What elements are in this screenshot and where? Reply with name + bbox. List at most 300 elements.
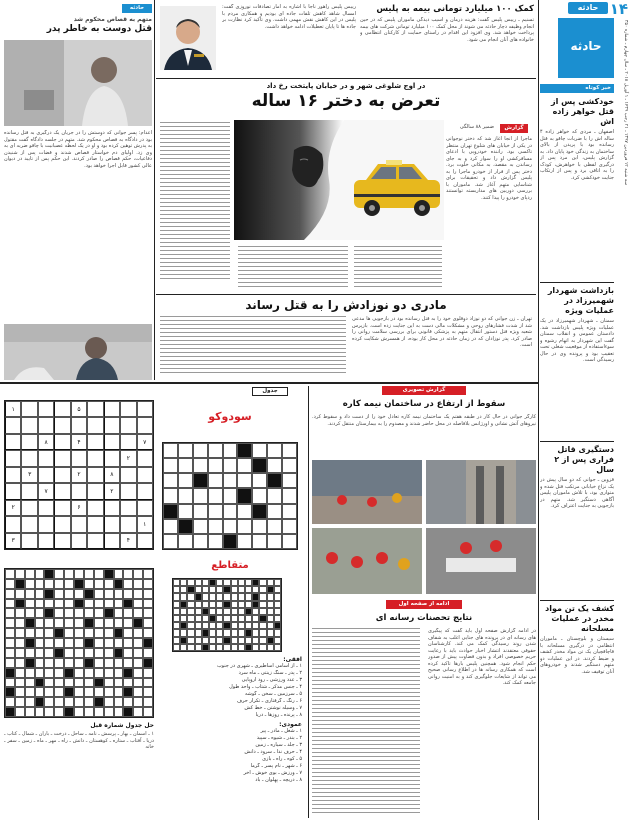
crossword-cell[interactable]: [173, 637, 180, 644]
crossword-cell[interactable]: [259, 644, 266, 651]
crossword-cell[interactable]: [84, 589, 94, 599]
crossword-cell[interactable]: [64, 599, 74, 609]
sudoku-cell[interactable]: [87, 483, 103, 499]
sudoku-cell[interactable]: [137, 533, 153, 549]
crossword-cell[interactable]: [202, 644, 209, 651]
sudoku-cell[interactable]: [223, 488, 238, 503]
crossword-cell[interactable]: [114, 589, 124, 599]
sudoku-cell[interactable]: [163, 473, 178, 488]
crossword-cell[interactable]: [133, 687, 143, 697]
crossword-cell[interactable]: [252, 644, 259, 651]
crossword-cell[interactable]: [94, 687, 104, 697]
crossword-cell[interactable]: [104, 678, 114, 688]
sudoku-cell[interactable]: [87, 434, 103, 450]
crossword-cell[interactable]: [123, 687, 133, 697]
crossword-cell[interactable]: [252, 608, 259, 615]
crossword-cell[interactable]: [54, 678, 64, 688]
crossword-cell[interactable]: [209, 601, 216, 608]
crossword-cell[interactable]: [133, 599, 143, 609]
sudoku-cell[interactable]: ۵: [71, 401, 87, 417]
crossword-cell[interactable]: [64, 579, 74, 589]
crossword-cell[interactable]: [123, 599, 133, 609]
crossword-cell[interactable]: [187, 608, 194, 615]
sudoku-cell[interactable]: [223, 519, 238, 534]
crossword-cell[interactable]: [238, 622, 245, 629]
crossword-cell[interactable]: [195, 608, 202, 615]
sudoku-cell[interactable]: [237, 473, 252, 488]
sudoku-cell[interactable]: [267, 443, 282, 458]
crossword-cell[interactable]: [15, 678, 25, 688]
sudoku-cell[interactable]: [252, 443, 267, 458]
sudoku-cell[interactable]: [21, 401, 37, 417]
crossword-cell[interactable]: [143, 579, 153, 589]
crossword-cell[interactable]: [54, 648, 64, 658]
crossword-cell[interactable]: [84, 687, 94, 697]
crossword-cell[interactable]: [133, 569, 143, 579]
crossword-cell[interactable]: [15, 628, 25, 638]
crossword-cell[interactable]: [259, 586, 266, 593]
crossword-cell[interactable]: [44, 608, 54, 618]
sudoku-cell[interactable]: [267, 504, 282, 519]
sudoku-cell[interactable]: [178, 504, 193, 519]
crossword-cell[interactable]: [104, 628, 114, 638]
sudoku-cell[interactable]: [54, 401, 70, 417]
crossword-cell[interactable]: [274, 579, 281, 586]
crossword-cell[interactable]: [94, 648, 104, 658]
sudoku-cell[interactable]: [120, 401, 136, 417]
crossword-cell[interactable]: [173, 622, 180, 629]
sudoku-cell[interactable]: ۴: [71, 434, 87, 450]
crossword-cell[interactable]: [187, 615, 194, 622]
crossword-cell[interactable]: [143, 668, 153, 678]
crossword-cell[interactable]: [15, 608, 25, 618]
crossword-cell[interactable]: [64, 648, 74, 658]
crossword-cell[interactable]: [209, 608, 216, 615]
crossword-cell[interactable]: [238, 593, 245, 600]
crossword-cell[interactable]: [133, 638, 143, 648]
crossword-cell[interactable]: [202, 637, 209, 644]
sudoku-cell[interactable]: [38, 450, 54, 466]
crossword-cell[interactable]: [35, 628, 45, 638]
crossword-cell[interactable]: [35, 658, 45, 668]
crossword-cell[interactable]: [35, 648, 45, 658]
sudoku-cell[interactable]: [252, 519, 267, 534]
sudoku-cell[interactable]: [252, 458, 267, 473]
sudoku-cell[interactable]: [178, 458, 193, 473]
sudoku-cell[interactable]: ۲: [5, 500, 21, 516]
crossword-cell[interactable]: [133, 648, 143, 658]
crossword-cell[interactable]: [238, 615, 245, 622]
sudoku-cell[interactable]: [54, 533, 70, 549]
crossword-cell[interactable]: [202, 586, 209, 593]
crossword-cell[interactable]: [15, 599, 25, 609]
crossword-cell[interactable]: [245, 629, 252, 636]
sudoku-cell[interactable]: [87, 401, 103, 417]
crossword-cell[interactable]: [259, 622, 266, 629]
crossword-cell[interactable]: [25, 697, 35, 707]
sudoku-cell[interactable]: [54, 483, 70, 499]
crossword-cell[interactable]: [231, 586, 238, 593]
crossword-cell[interactable]: [238, 637, 245, 644]
crossword-cell[interactable]: [143, 589, 153, 599]
crossword-cell[interactable]: [54, 687, 64, 697]
crossword-cell[interactable]: [223, 579, 230, 586]
sudoku-cell[interactable]: [38, 401, 54, 417]
crossword-cell[interactable]: [35, 687, 45, 697]
sudoku-cell[interactable]: [5, 434, 21, 450]
crossword-cell[interactable]: [94, 628, 104, 638]
sudoku-cell[interactable]: [193, 504, 208, 519]
crossword-cell[interactable]: [274, 622, 281, 629]
crossword-cell[interactable]: [15, 579, 25, 589]
crossword-cell[interactable]: [202, 622, 209, 629]
crossword-cell[interactable]: [223, 637, 230, 644]
crossword-cell[interactable]: [267, 601, 274, 608]
crossword-cell[interactable]: [54, 707, 64, 717]
crossword-cell[interactable]: [15, 618, 25, 628]
sudoku-cell[interactable]: [267, 519, 282, 534]
crossword-cell[interactable]: [84, 618, 94, 628]
crossword-cell[interactable]: [173, 608, 180, 615]
crossword-cell[interactable]: [223, 601, 230, 608]
sudoku-cell[interactable]: [208, 534, 223, 549]
crossword-cell[interactable]: [35, 579, 45, 589]
sudoku-cell[interactable]: [163, 504, 178, 519]
crossword-cell[interactable]: [94, 569, 104, 579]
crossword-cell[interactable]: [64, 608, 74, 618]
crossword-cell[interactable]: [123, 648, 133, 658]
crossword-cell[interactable]: [238, 586, 245, 593]
crossword-cell[interactable]: [5, 687, 15, 697]
crossword-cell[interactable]: [202, 608, 209, 615]
crossword-cell[interactable]: [259, 637, 266, 644]
sudoku-cell[interactable]: ۸: [38, 434, 54, 450]
crossword-cell[interactable]: [216, 608, 223, 615]
crossword-cell[interactable]: [209, 629, 216, 636]
sudoku-cell[interactable]: ۷: [137, 434, 153, 450]
crossword-cell[interactable]: [180, 579, 187, 586]
crossword-cell[interactable]: [44, 707, 54, 717]
crossword-cell[interactable]: [104, 687, 114, 697]
crossword-cell[interactable]: [84, 608, 94, 618]
crossword-cell[interactable]: [84, 579, 94, 589]
crossword-cell[interactable]: [173, 579, 180, 586]
sudoku-cell[interactable]: ۸: [104, 467, 120, 483]
sudoku-cell[interactable]: [54, 417, 70, 433]
crossword-cell[interactable]: [133, 608, 143, 618]
crossword-cell[interactable]: [114, 658, 124, 668]
crossword-cell[interactable]: [15, 668, 25, 678]
sudoku-cell[interactable]: [282, 443, 297, 458]
sudoku-cell[interactable]: [38, 417, 54, 433]
crossword-cell[interactable]: [245, 579, 252, 586]
crossword-cell[interactable]: [74, 589, 84, 599]
sudoku-cell[interactable]: [87, 500, 103, 516]
sudoku-cell[interactable]: [87, 516, 103, 532]
crossword-cell[interactable]: [180, 644, 187, 651]
crossword-cell[interactable]: [15, 638, 25, 648]
crossword-cell[interactable]: [259, 593, 266, 600]
crossword-cell[interactable]: [123, 658, 133, 668]
crossword-cell[interactable]: [94, 658, 104, 668]
sudoku-cell[interactable]: [178, 534, 193, 549]
crossword-cell[interactable]: [74, 608, 84, 618]
crossword-cell[interactable]: [74, 658, 84, 668]
crossword-cell[interactable]: [5, 658, 15, 668]
sudoku-cell[interactable]: [178, 488, 193, 503]
sudoku-cell[interactable]: [237, 519, 252, 534]
crossword-cell[interactable]: [180, 622, 187, 629]
crossword-cell[interactable]: [133, 697, 143, 707]
crossword-cell[interactable]: [114, 678, 124, 688]
sudoku-cell[interactable]: [282, 458, 297, 473]
crossword-cell[interactable]: [223, 629, 230, 636]
crossword-cell[interactable]: [245, 586, 252, 593]
sudoku-cell[interactable]: [163, 458, 178, 473]
crossword-cell[interactable]: [252, 601, 259, 608]
crossword-cell[interactable]: [74, 599, 84, 609]
sudoku-cell[interactable]: [21, 500, 37, 516]
crossword-cell[interactable]: [143, 638, 153, 648]
sudoku-cell[interactable]: [193, 443, 208, 458]
sudoku-cell[interactable]: ۶: [71, 500, 87, 516]
crossword-cell[interactable]: [223, 593, 230, 600]
sudoku-cell[interactable]: [178, 443, 193, 458]
crossword-cell[interactable]: [114, 569, 124, 579]
sudoku-cell[interactable]: [5, 516, 21, 532]
crossword-cell[interactable]: [44, 687, 54, 697]
crossword-cell[interactable]: [259, 579, 266, 586]
crossword-cell[interactable]: [5, 707, 15, 717]
crossword-cell[interactable]: [84, 569, 94, 579]
crossword-cell[interactable]: [133, 707, 143, 717]
crossword-cell[interactable]: [25, 668, 35, 678]
crossword-cell[interactable]: [187, 586, 194, 593]
crossword-cell[interactable]: [216, 622, 223, 629]
crossword-cell[interactable]: [274, 593, 281, 600]
crossword-cell[interactable]: [252, 593, 259, 600]
crossword-cell[interactable]: [202, 593, 209, 600]
crossword-cell[interactable]: [274, 615, 281, 622]
crossword-cell[interactable]: [25, 628, 35, 638]
crossword-cell[interactable]: [15, 658, 25, 668]
crossword-cell[interactable]: [202, 629, 209, 636]
crossword-cell[interactable]: [25, 579, 35, 589]
crossword-cell[interactable]: [5, 618, 15, 628]
crossword-cell[interactable]: [173, 629, 180, 636]
crossword-cell[interactable]: [54, 668, 64, 678]
crossword-cell[interactable]: [74, 569, 84, 579]
crossword-cell[interactable]: [5, 579, 15, 589]
crossword-cell[interactable]: [133, 618, 143, 628]
sudoku-cell[interactable]: [54, 450, 70, 466]
crossword-cell[interactable]: [84, 648, 94, 658]
crossword-cell[interactable]: [173, 615, 180, 622]
crossword-cell[interactable]: [104, 658, 114, 668]
sudoku-cell[interactable]: [163, 488, 178, 503]
crossword-cell[interactable]: [84, 658, 94, 668]
crossword-cell[interactable]: [123, 579, 133, 589]
sudoku-cell[interactable]: [223, 443, 238, 458]
sudoku-cell[interactable]: [208, 473, 223, 488]
sudoku-cell[interactable]: [223, 504, 238, 519]
crossword-cell[interactable]: [252, 637, 259, 644]
sudoku-cell[interactable]: [252, 504, 267, 519]
crossword-cell[interactable]: [74, 638, 84, 648]
crossword-cell[interactable]: [64, 628, 74, 638]
crossword-cell[interactable]: [35, 678, 45, 688]
crossword-cell[interactable]: [187, 629, 194, 636]
sudoku-cell[interactable]: [87, 417, 103, 433]
sudoku-cell[interactable]: [237, 534, 252, 549]
sudoku-cell[interactable]: [252, 488, 267, 503]
crossword-cell[interactable]: [187, 593, 194, 600]
crossword-cell[interactable]: [94, 589, 104, 599]
crossword-cell[interactable]: [180, 615, 187, 622]
sudoku-cell[interactable]: [38, 533, 54, 549]
crossword-cell[interactable]: [104, 599, 114, 609]
crossword-cell[interactable]: [74, 687, 84, 697]
crossword-cell[interactable]: [44, 648, 54, 658]
crossword-cell[interactable]: [216, 579, 223, 586]
crossword-cell[interactable]: [223, 608, 230, 615]
sudoku-cell[interactable]: [193, 473, 208, 488]
crossword-cell[interactable]: [54, 589, 64, 599]
sudoku-cell[interactable]: [54, 500, 70, 516]
sudoku-cell[interactable]: [104, 401, 120, 417]
sudoku-cell[interactable]: [21, 417, 37, 433]
sudoku-cell[interactable]: [208, 488, 223, 503]
crossword-cell[interactable]: [267, 593, 274, 600]
crossword-cell[interactable]: [143, 648, 153, 658]
crossword-cell[interactable]: [187, 622, 194, 629]
crossword-cell[interactable]: [202, 579, 209, 586]
crossword-cell[interactable]: [5, 608, 15, 618]
sudoku-cell[interactable]: [5, 467, 21, 483]
crossword-cell[interactable]: [187, 601, 194, 608]
sudoku-cell[interactable]: [87, 533, 103, 549]
sudoku-cell[interactable]: [267, 458, 282, 473]
crossword-cell[interactable]: [216, 644, 223, 651]
sudoku-cell[interactable]: [223, 458, 238, 473]
crossword-cell[interactable]: [143, 687, 153, 697]
crossword-cell[interactable]: [267, 644, 274, 651]
crossword-cell[interactable]: [104, 638, 114, 648]
crossword-cell[interactable]: [216, 637, 223, 644]
crossword-cell[interactable]: [35, 589, 45, 599]
crossword-cell[interactable]: [123, 638, 133, 648]
sudoku-cell[interactable]: [137, 467, 153, 483]
crossword-cell[interactable]: [173, 593, 180, 600]
sudoku-cell[interactable]: [38, 467, 54, 483]
crossword-cell[interactable]: [44, 697, 54, 707]
sudoku-cell[interactable]: [137, 417, 153, 433]
sudoku-cell[interactable]: [54, 434, 70, 450]
sudoku-cell[interactable]: [104, 417, 120, 433]
crossword-cell[interactable]: [252, 622, 259, 629]
crossword-cell[interactable]: [5, 697, 15, 707]
crossword-cell[interactable]: [25, 599, 35, 609]
sudoku-cell[interactable]: [208, 443, 223, 458]
crossword-cell[interactable]: [231, 629, 238, 636]
crossword-cell[interactable]: [123, 589, 133, 599]
crossword-cell[interactable]: [54, 618, 64, 628]
sudoku-cell[interactable]: [54, 516, 70, 532]
crossword-cell[interactable]: [195, 586, 202, 593]
sudoku-cell[interactable]: [21, 516, 37, 532]
crossword-cell[interactable]: [209, 579, 216, 586]
crossword-cell[interactable]: [74, 697, 84, 707]
sudoku-cell[interactable]: [282, 534, 297, 549]
crossword-cell[interactable]: [5, 648, 15, 658]
crossword-cell[interactable]: [35, 608, 45, 618]
crossword-cell[interactable]: [84, 668, 94, 678]
sudoku-cell[interactable]: [5, 483, 21, 499]
crossword-cell[interactable]: [25, 608, 35, 618]
crossword-cell[interactable]: [35, 638, 45, 648]
crossword-cell[interactable]: [216, 601, 223, 608]
sudoku-cell[interactable]: ۳: [21, 467, 37, 483]
crossword-cell[interactable]: [209, 644, 216, 651]
crossword-cell[interactable]: [74, 678, 84, 688]
crossword-cell[interactable]: [267, 637, 274, 644]
crossword-cell[interactable]: [54, 628, 64, 638]
crossword-cell[interactable]: [74, 648, 84, 658]
sudoku-cell[interactable]: [21, 434, 37, 450]
sudoku-cell[interactable]: [21, 533, 37, 549]
sudoku-cell[interactable]: [237, 458, 252, 473]
crossword-cell[interactable]: [187, 579, 194, 586]
sudoku-cell[interactable]: [163, 443, 178, 458]
sudoku-cell[interactable]: [267, 488, 282, 503]
crossword-cell[interactable]: [44, 579, 54, 589]
crossword-cell[interactable]: [114, 628, 124, 638]
crossword-cell[interactable]: [44, 678, 54, 688]
sudoku-cell[interactable]: [104, 500, 120, 516]
sudoku-cell[interactable]: [282, 488, 297, 503]
crossword-cell[interactable]: [114, 579, 124, 589]
crossword-cell[interactable]: [123, 707, 133, 717]
crossword-cell[interactable]: [187, 637, 194, 644]
crossword-cell[interactable]: [143, 628, 153, 638]
sudoku-cell[interactable]: [38, 500, 54, 516]
crossword-cell[interactable]: [94, 668, 104, 678]
crossword-cell[interactable]: [123, 678, 133, 688]
crossword-cell[interactable]: [104, 569, 114, 579]
crossword-cell[interactable]: [5, 638, 15, 648]
crossword-cell[interactable]: [123, 608, 133, 618]
sudoku-cell[interactable]: [223, 534, 238, 549]
crossword-cell[interactable]: [123, 668, 133, 678]
crossword-cell[interactable]: [216, 615, 223, 622]
crossword-cell[interactable]: [209, 586, 216, 593]
crossword-cell[interactable]: [195, 622, 202, 629]
crossword-cell[interactable]: [84, 599, 94, 609]
crossword-cell[interactable]: [64, 618, 74, 628]
crossword-cell[interactable]: [245, 593, 252, 600]
crossword-cell[interactable]: [216, 593, 223, 600]
crossword-cell[interactable]: [35, 569, 45, 579]
crossword-cell[interactable]: [133, 678, 143, 688]
sudoku-cell[interactable]: [208, 458, 223, 473]
crossword-cell[interactable]: [54, 638, 64, 648]
crossword-cell[interactable]: [123, 618, 133, 628]
sudoku-cell[interactable]: [137, 401, 153, 417]
crossword-cell[interactable]: [84, 678, 94, 688]
crossword-cell[interactable]: [5, 668, 15, 678]
sudoku-cell[interactable]: ۱: [137, 516, 153, 532]
crossword-cell[interactable]: [252, 579, 259, 586]
